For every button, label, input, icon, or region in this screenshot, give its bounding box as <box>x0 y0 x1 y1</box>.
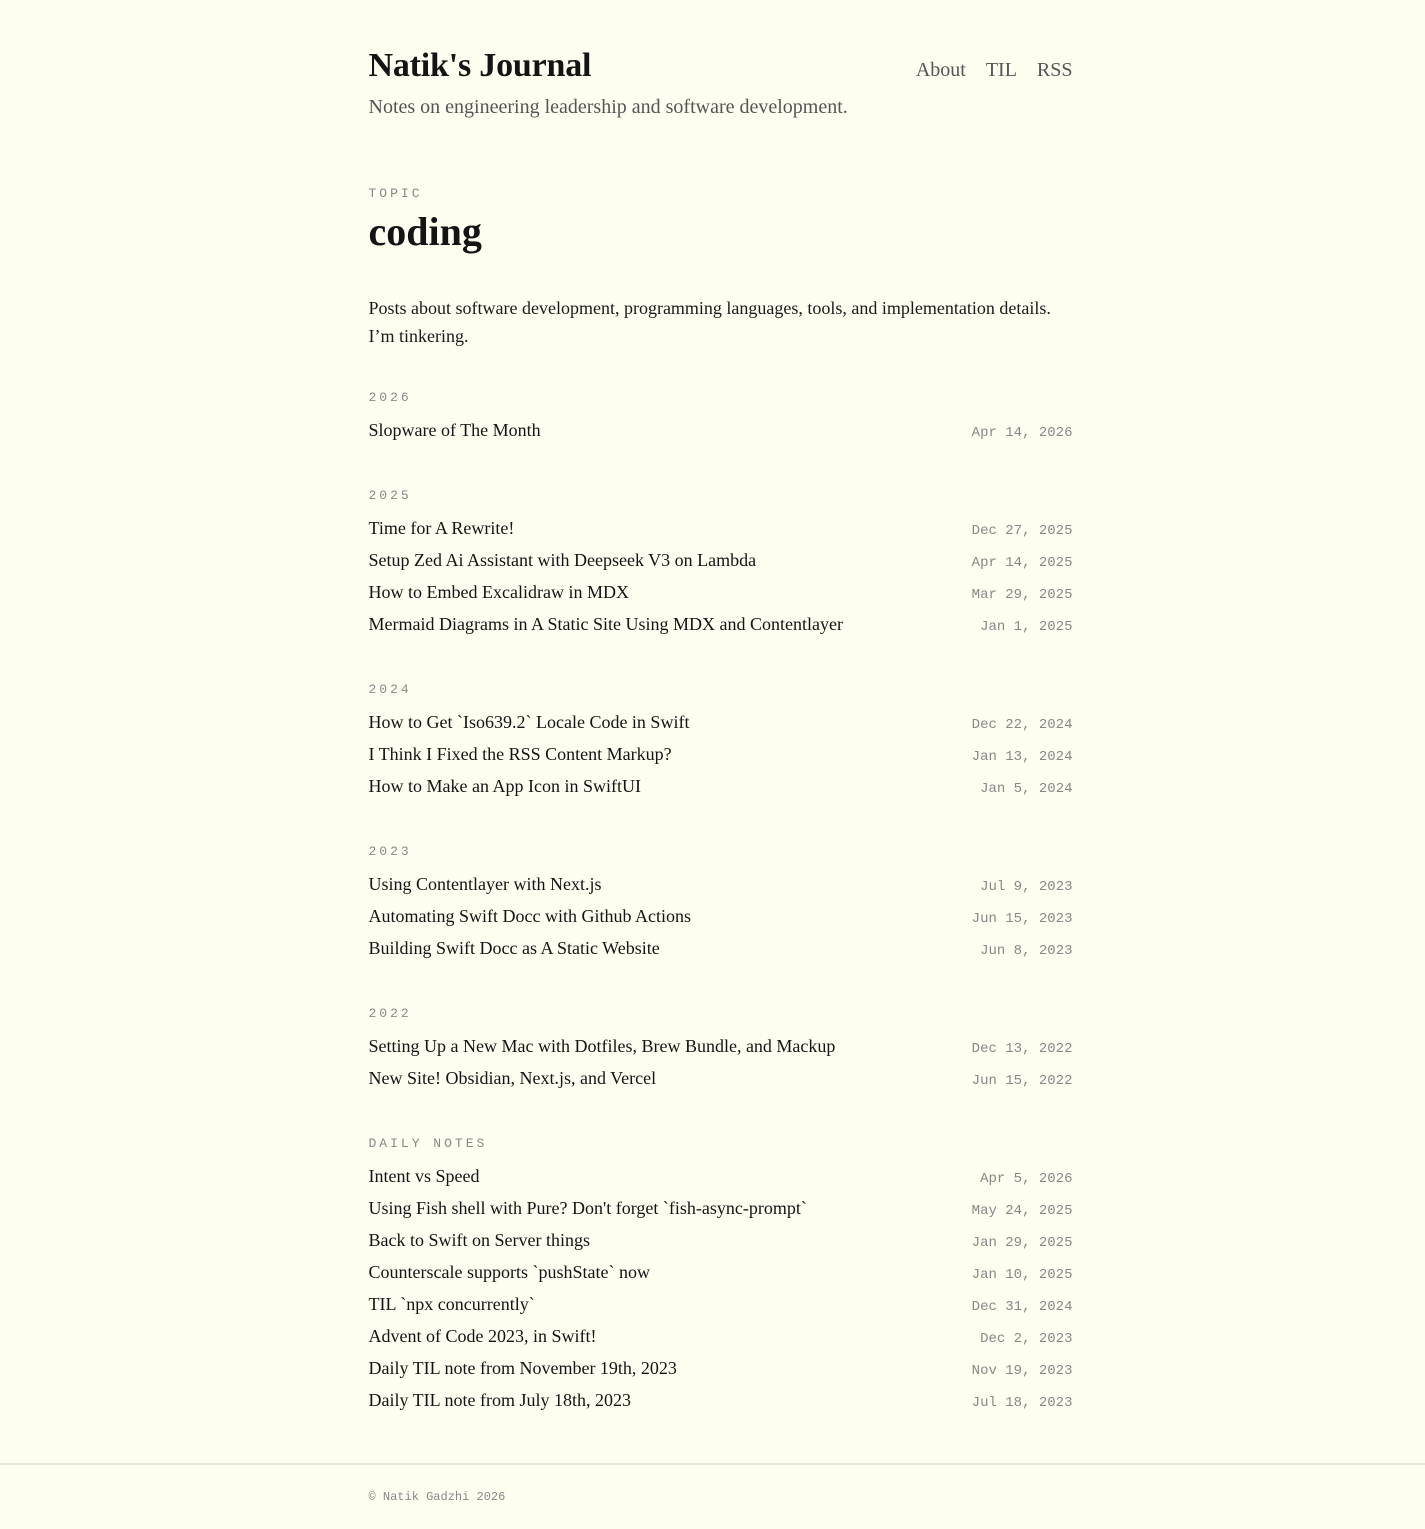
post-date: May 24, 2025 <box>971 1203 1073 1219</box>
post-link[interactable]: I Think I Fixed the RSS Content Markup? <box>368 744 672 764</box>
post-link[interactable]: Using Fish shell with Pure? Don't forget `fish-async-prompt` <box>368 1198 807 1218</box>
group-label: 2026 <box>368 390 412 405</box>
group-label: DAILY NOTES <box>368 1136 488 1151</box>
post-link[interactable]: Counterscale supports `pushState` now <box>368 1262 650 1282</box>
post-link[interactable]: Daily TIL note from July 18th, 2023 <box>368 1390 631 1410</box>
post-link[interactable]: Back to Swift on Server things <box>368 1230 590 1250</box>
post-date: Jun 15, 2022 <box>971 1073 1073 1089</box>
post-date: Dec 2, 2023 <box>980 1331 1073 1347</box>
post-date: Dec 27, 2025 <box>971 523 1073 539</box>
post-row <box>369 1030 1073 1062</box>
post-date: Apr 14, 2025 <box>971 555 1073 571</box>
topic-description-line: I’m tinkering. <box>368 326 469 346</box>
copyright-text: © Natik Gadzhi 2026 <box>368 1490 506 1504</box>
post-date: Nov 19, 2023 <box>971 1363 1073 1379</box>
post-row <box>369 1192 1073 1224</box>
post-row <box>369 414 1073 446</box>
post-group-2024 <box>369 682 1073 802</box>
post-date: Jul 18, 2023 <box>971 1395 1073 1411</box>
topic-title: coding <box>368 209 482 254</box>
topic-label: TOPIC <box>368 186 423 201</box>
post-group-2026 <box>369 390 1073 446</box>
topic-description-line: Posts about software development, programming languages, tools, and implementation details. <box>368 298 1051 318</box>
group-label: 2025 <box>368 488 412 503</box>
post-row <box>369 1160 1073 1192</box>
site-tagline: Notes on engineering leadership and software development. <box>368 96 848 118</box>
post-date: Jan 1, 2025 <box>980 619 1073 635</box>
post-date: Jan 10, 2025 <box>971 1267 1073 1283</box>
post-row <box>369 706 1073 738</box>
post-date: Dec 31, 2024 <box>971 1299 1073 1315</box>
site-footer <box>0 1463 1425 1505</box>
post-date: Dec 13, 2022 <box>971 1041 1073 1057</box>
post-row <box>369 868 1073 900</box>
post-link[interactable]: Building Swift Docc as A Static Website <box>368 938 660 958</box>
post-link[interactable]: Intent vs Speed <box>368 1166 480 1186</box>
post-row <box>369 1320 1073 1352</box>
post-link[interactable]: TIL `npx concurrently` <box>368 1294 535 1314</box>
post-date: Mar 29, 2025 <box>971 587 1073 603</box>
post-row <box>369 1352 1073 1384</box>
post-date: Dec 22, 2024 <box>971 717 1073 733</box>
post-link[interactable]: How to Make an App Icon in SwiftUI <box>368 776 641 796</box>
post-row <box>369 738 1073 770</box>
post-link[interactable]: Mermaid Diagrams in A Static Site Using MDX and Contentlayer <box>368 614 843 634</box>
site-header <box>369 0 1073 120</box>
post-group-2023 <box>369 844 1073 964</box>
group-label: 2024 <box>368 682 412 697</box>
post-date: Apr 5, 2026 <box>980 1171 1073 1187</box>
post-group-2025 <box>369 488 1073 640</box>
post-link[interactable]: New Site! Obsidian, Next.js, and Vercel <box>368 1068 657 1088</box>
group-label: 2023 <box>368 844 412 859</box>
post-date: Jan 29, 2025 <box>971 1235 1073 1251</box>
post-date: Jan 13, 2024 <box>971 749 1073 765</box>
topic-description <box>369 294 1073 350</box>
post-link[interactable]: Daily TIL note from November 19th, 2023 <box>368 1358 677 1378</box>
post-group-daily-notes <box>369 1136 1073 1416</box>
post-link[interactable]: Using Contentlayer with Next.js <box>368 874 602 894</box>
post-row <box>369 1062 1073 1094</box>
post-row <box>369 544 1073 576</box>
post-row <box>369 932 1073 964</box>
group-label: 2022 <box>368 1006 412 1021</box>
topic-header <box>369 186 1073 350</box>
post-link[interactable]: Automating Swift Docc with Github Actions <box>368 906 691 926</box>
nav-link-til[interactable]: TIL <box>985 59 1017 81</box>
site-title-link[interactable]: Natik's Journal <box>368 47 592 84</box>
post-link[interactable]: Slopware of The Month <box>368 420 541 440</box>
post-link[interactable]: How to Get `Iso639.2` Locale Code in Swift <box>368 712 690 732</box>
post-date: Apr 14, 2026 <box>971 425 1073 441</box>
post-row <box>369 1256 1073 1288</box>
post-row <box>369 576 1073 608</box>
post-group-2022 <box>369 1006 1073 1094</box>
post-link[interactable]: Time for A Rewrite! <box>368 518 515 538</box>
nav-link-about[interactable]: About <box>915 59 966 81</box>
post-date: Jun 8, 2023 <box>980 943 1073 959</box>
post-row <box>369 512 1073 544</box>
nav-link-rss[interactable]: RSS <box>1036 59 1073 81</box>
post-list <box>369 390 1073 1416</box>
post-link[interactable]: Setup Zed Ai Assistant with Deepseek V3 on Lambda <box>368 550 757 570</box>
post-row <box>369 1288 1073 1320</box>
post-row <box>369 900 1073 932</box>
post-date: Jun 15, 2023 <box>971 911 1073 927</box>
post-link[interactable]: How to Embed Excalidraw in MDX <box>368 582 629 602</box>
post-date: Jul 9, 2023 <box>980 879 1073 895</box>
post-date: Jan 5, 2024 <box>980 781 1073 797</box>
post-row <box>369 608 1073 640</box>
post-row <box>369 1384 1073 1416</box>
post-link[interactable]: Advent of Code 2023, in Swift! <box>368 1326 597 1346</box>
top-nav <box>916 57 1073 83</box>
post-row <box>369 770 1073 802</box>
post-link[interactable]: Setting Up a New Mac with Dotfiles, Brew Bundle, and Mackup <box>368 1036 836 1056</box>
post-row <box>369 1224 1073 1256</box>
page-container <box>369 0 1073 1416</box>
